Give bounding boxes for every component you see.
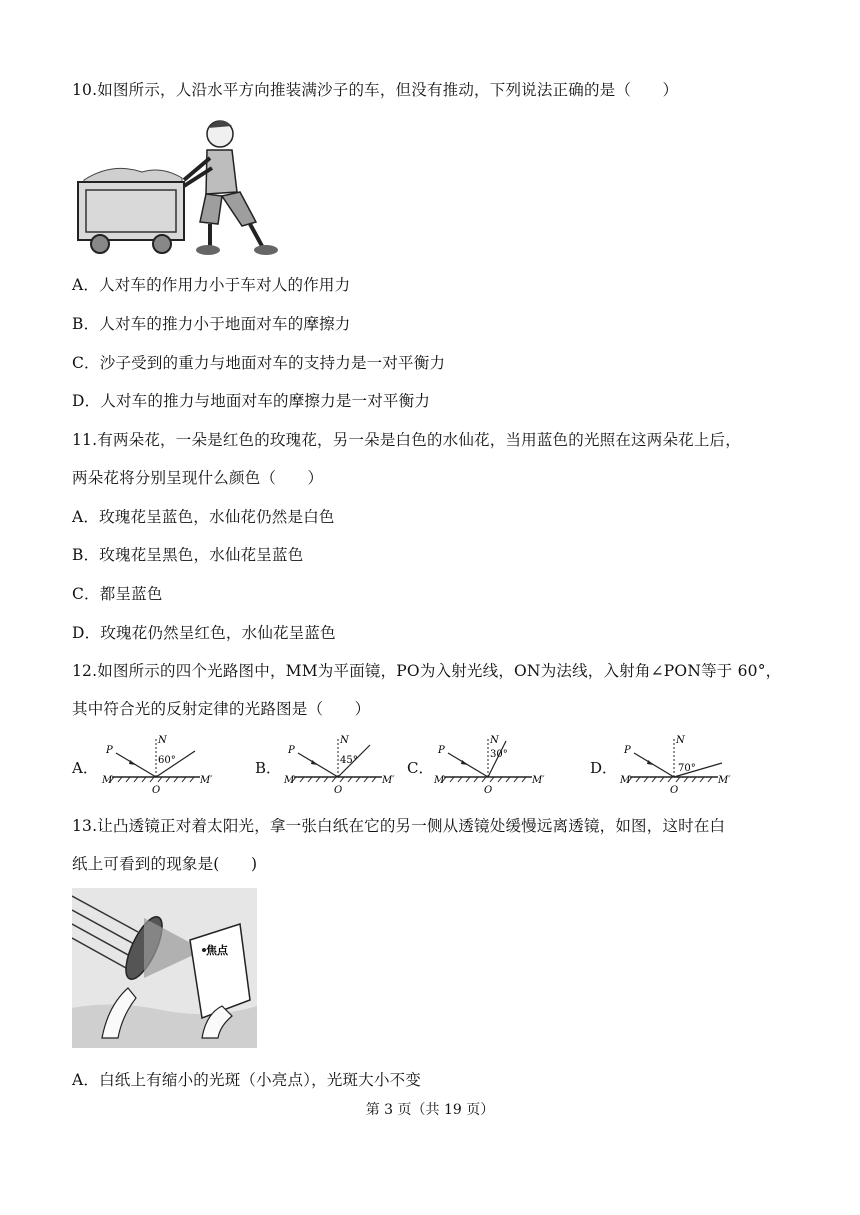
q12-option-c-label: C． <box>407 759 434 777</box>
q10-option-b: B．人对车的推力小于地面对车的摩擦力 <box>72 315 351 333</box>
q12-d-label-n: N <box>676 735 685 746</box>
q12-d-label-m-prime: M′ <box>718 775 731 786</box>
q11-stem-line2: 两朵花将分别呈现什么颜色（ ） <box>72 469 324 487</box>
q12-d-angle: 70° <box>678 763 696 774</box>
q12-c-label-p: P <box>438 745 445 756</box>
q10-cart-figure <box>72 112 282 260</box>
q10-stem: 10.如图所示，人沿水平方向推装满沙子的车，但没有推动，下列说法正确的是（ ） <box>72 81 679 99</box>
q12-d-label-m: M <box>620 775 631 786</box>
q13-stem-line2: 纸上可看到的现象是( ) <box>72 855 258 873</box>
q12-diagram-d <box>618 733 743 798</box>
q11-option-c: C．都呈蓝色 <box>72 585 163 603</box>
q13-lens-figure <box>72 888 257 1048</box>
q12-stem-line1: 12.如图所示的四个光路图中，MM为平面镜，PO为入射光线，ON为法线，入射角∠PON等于 60°， <box>72 662 782 680</box>
q13-stem-line1: 13.让凸透镜正对着太阳光，拿一张白纸在它的另一侧从透镜处缓慢远离透镜，如图，这时在白 <box>72 817 726 835</box>
q12-c-label-o: O <box>484 785 493 796</box>
q12-c-angle: 30° <box>490 749 508 760</box>
q12-b-label-o: O <box>334 785 343 796</box>
q12-diagram-b <box>282 733 407 798</box>
q10-option-c: C．沙子受到的重力与地面对车的支持力是一对平衡力 <box>72 354 446 372</box>
q12-b-label-n: N <box>340 735 349 746</box>
q12-option-a-label: A． <box>72 759 98 777</box>
q12-stem-line2: 其中符合光的反射定律的光路图是（ ） <box>72 700 371 718</box>
q12-d-label-p: P <box>624 745 631 756</box>
q12-a-label-o: O <box>152 785 161 796</box>
q12-a-label-n: N <box>158 735 167 746</box>
q12-c-label-m: M <box>434 775 445 786</box>
q12-c-label-m-prime: M′ <box>532 775 545 786</box>
q11-option-a: A．玫瑰花呈蓝色，水仙花仍然是白色 <box>72 508 335 526</box>
q13-focus-label: 焦点 <box>206 944 228 957</box>
q11-option-d: D．玫瑰花仍然呈红色，水仙花呈蓝色 <box>72 624 336 642</box>
q12-d-label-o: O <box>670 785 679 796</box>
q11-option-b: B．玫瑰花呈黑色，水仙花呈蓝色 <box>72 546 304 564</box>
q10-option-a: A．人对车的作用力小于车对人的作用力 <box>72 276 351 294</box>
q12-a-label-m-prime: M′ <box>200 775 213 786</box>
q11-stem-line1: 11.有两朵花，一朵是红色的玫瑰花，另一朵是白色的水仙花，当用蓝色的光照在这两朵花上后， <box>72 431 741 449</box>
q12-diagram-a <box>100 733 225 798</box>
q12-b-label-m-prime: M′ <box>382 775 395 786</box>
page-footer: 第 3 页（共 19 页） <box>365 1102 495 1118</box>
q12-option-b-label: B． <box>255 759 282 777</box>
q12-b-label-p: P <box>288 745 295 756</box>
q12-b-label-m: M <box>284 775 295 786</box>
q13-option-a: A．白纸上有缩小的光斑（小亮点），光斑大小不变 <box>72 1071 422 1089</box>
q12-a-angle: 60° <box>158 755 176 766</box>
q12-a-label-p: P <box>106 745 113 756</box>
q12-a-label-m: M <box>102 775 113 786</box>
q12-diagram-c <box>432 733 557 798</box>
q12-option-d-label: D． <box>590 759 618 777</box>
q10-option-d: D．人对车的推力与地面对车的摩擦力是一对平衡力 <box>72 392 431 410</box>
q12-c-label-n: N <box>490 735 499 746</box>
q12-b-angle: 45° <box>340 755 358 766</box>
